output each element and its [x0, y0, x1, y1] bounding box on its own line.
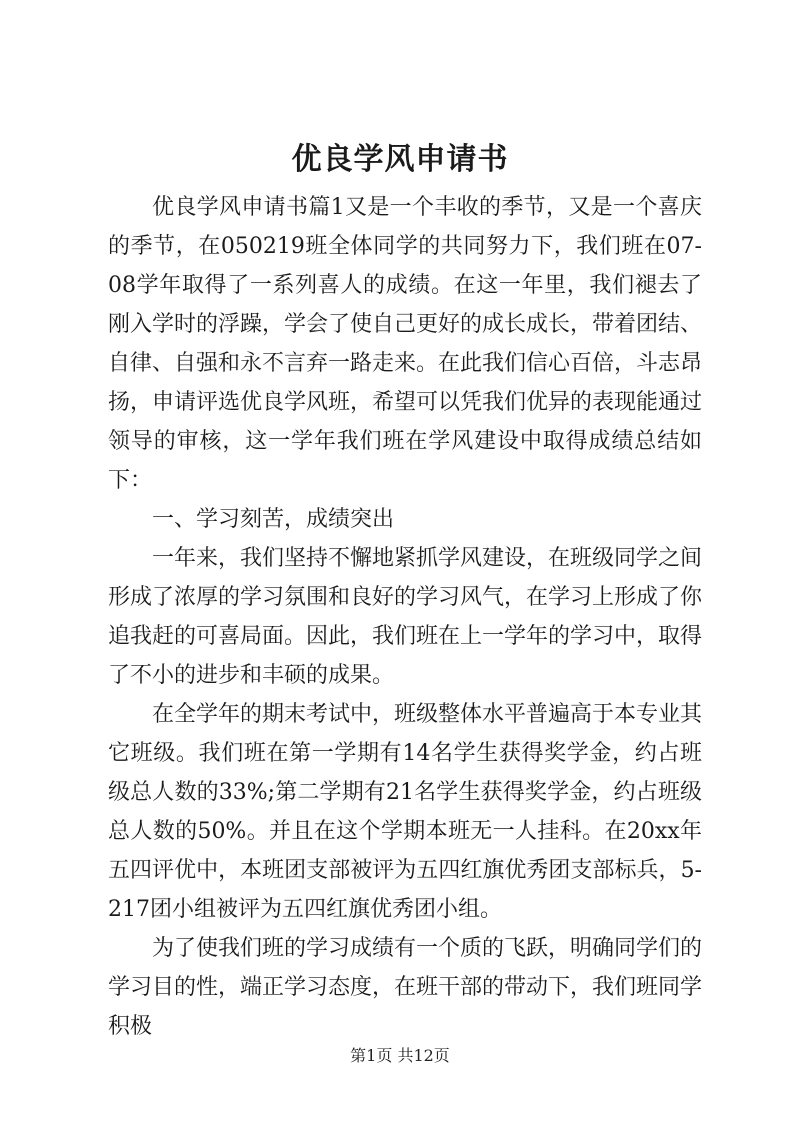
paragraph-study-atmosphere: 一年来，我们坚持不懈地紧抓学风建设，在班级同学之间形成了浓厚的学习氛围和良好的学习风气，在学习上形成了你追我赶的可喜局面。因此，我们班在上一学年的学习中，取得了不小的进步和丰硕的成果。	[108, 546, 703, 688]
section-heading: 一、学习刻苦，成绩突出	[152, 507, 395, 532]
paragraph-intro: 优良学风申请书篇1又是一个丰收的季节，又是一个喜庆的季节，在050219班全体同学的共同努力下，我们班在07-08学年取得了一系列喜人的成绩。在这一年里，我们褪去了刚入学时的浮躁，学会了使自己更好的成长成长，带着团结、自律、自强和永不言弃一路走来。在此我们信心百倍，斗志昂扬，申请评选优良学风班，希望可以凭我们优异的表现能通过领导的审核，这一学年我们班在学风建设中取得成绩总结如下：	[108, 195, 703, 493]
document-body	[108, 188, 702, 1046]
page-footer: 第1页 共12页	[350, 1046, 450, 1065]
document-title: 优良学风申请书	[291, 142, 509, 177]
paragraph-exam-results: 在全学年的期末考试中，班级整体水平普遍高于本专业其它班级。我们班在第一学期有14名学生获得奖学金，约占班级总人数的33%;第二学期有21名学生获得奖学金，约占班级总人数的50%。并且在这个学期本班无一人挂科。在20xx年五四评优中，本班团支部被评为五四红旗优秀团支部标兵，5-217团小组被评为五四红旗优秀团小组。	[108, 702, 703, 922]
paragraph-improvement: 为了使我们班的学习成绩有一个质的飞跃，明确同学们的学习目的性，端正学习态度，在班干部的带动下，我们班同学积极	[108, 936, 703, 1039]
